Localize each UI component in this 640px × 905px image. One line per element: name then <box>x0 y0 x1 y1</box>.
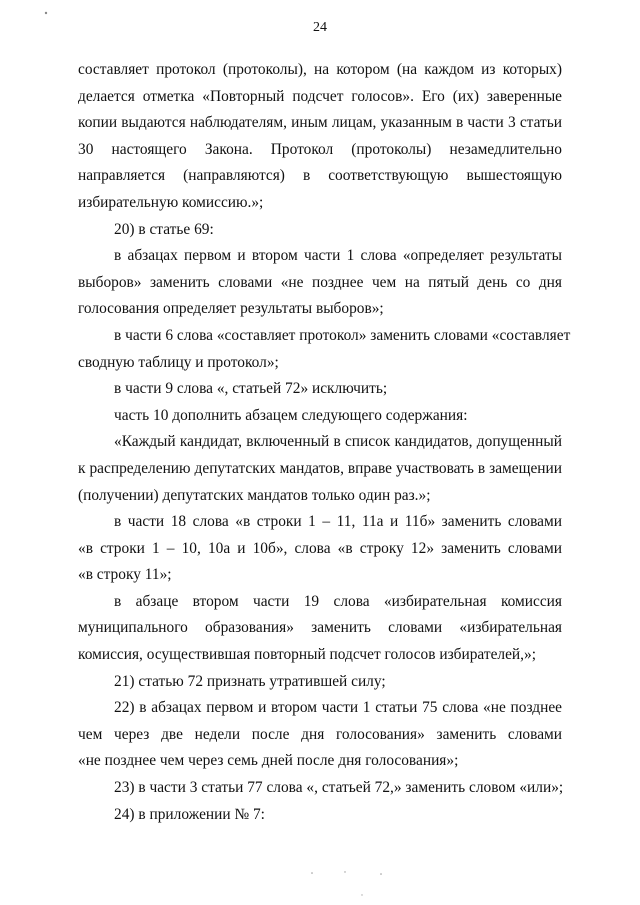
text-line: сводную таблицу и протокол»; <box>78 353 279 371</box>
text-line: в части 6 слова «составляет протокол» заменить словами «составляет <box>114 326 571 344</box>
text-line: делается отметка «Повторный подсчет голосов». Его (их) заверенные <box>78 87 562 105</box>
text-line: «не позднее чем через семь дней после дня голосования»; <box>78 752 459 770</box>
text-line: «Каждый кандидат, включенный в список кандидатов, допущенный <box>114 433 562 451</box>
text-line: чем через две недели после дня голосования» заменить словами <box>78 725 562 743</box>
text-line: комиссия, осуществившая повторный подсчет голосов избирателей,»; <box>78 646 536 664</box>
text-line: выборов» заменить словами «не позднее чем на пятый день со дня <box>78 273 562 291</box>
text-line: 23) в части 3 статьи 77 слова «, статьей 72,» заменить словом «или»; <box>114 779 564 797</box>
text-line: муниципального образования» заменить словами «избирательная <box>78 619 562 637</box>
text-line: часть 10 дополнить абзацем следующего содержания: <box>114 406 468 424</box>
text-line: в абзацах первом и втором части 1 слова «определяет результаты <box>114 247 562 265</box>
text-line: в части 18 слова «в строки 1 – 11, 11а и 11б» заменить словами <box>114 513 562 531</box>
document-body <box>78 57 571 828</box>
text-line: к распределению депутатских мандатов, вправе участвовать в замещении <box>78 459 562 477</box>
text-line: копии выдаются наблюдателям, иным лицам, указанным в части 3 статьи <box>78 114 562 132</box>
text-line: 24) в приложении № 7: <box>114 805 265 823</box>
text-line: (получении) депутатских мандатов только один раз.»; <box>78 486 431 504</box>
text-line: 21) статью 72 признать утратившей силу; <box>114 672 386 690</box>
text-line: избирательную комиссию.»; <box>78 193 264 211</box>
text-line: 30 настоящего Закона. Протокол (протоколы) незамедлительно <box>78 140 562 158</box>
text-line: голосования определяет результаты выборов»; <box>78 300 384 318</box>
text-line: в части 9 слова «, статьей 72» исключить; <box>114 380 388 398</box>
page-number: 24 <box>313 20 327 35</box>
text-line: в абзаце втором части 19 слова «избирательная комиссия <box>114 592 562 610</box>
text-line: 22) в абзацах первом и втором части 1 статьи 75 слова «не позднее <box>114 699 562 717</box>
text-line: 20) в статье 69: <box>114 220 214 238</box>
text-line: составляет протокол (протоколы), на котором (на каждом из которых) <box>78 61 562 78</box>
text-line: «в строку 11»; <box>78 566 172 584</box>
text-line: направляется (направляются) в соответствующую вышестоящую <box>78 167 562 185</box>
text-line: «в строки 1 – 10, 10а и 10б», слова «в строку 12» заменить словами <box>78 539 562 557</box>
